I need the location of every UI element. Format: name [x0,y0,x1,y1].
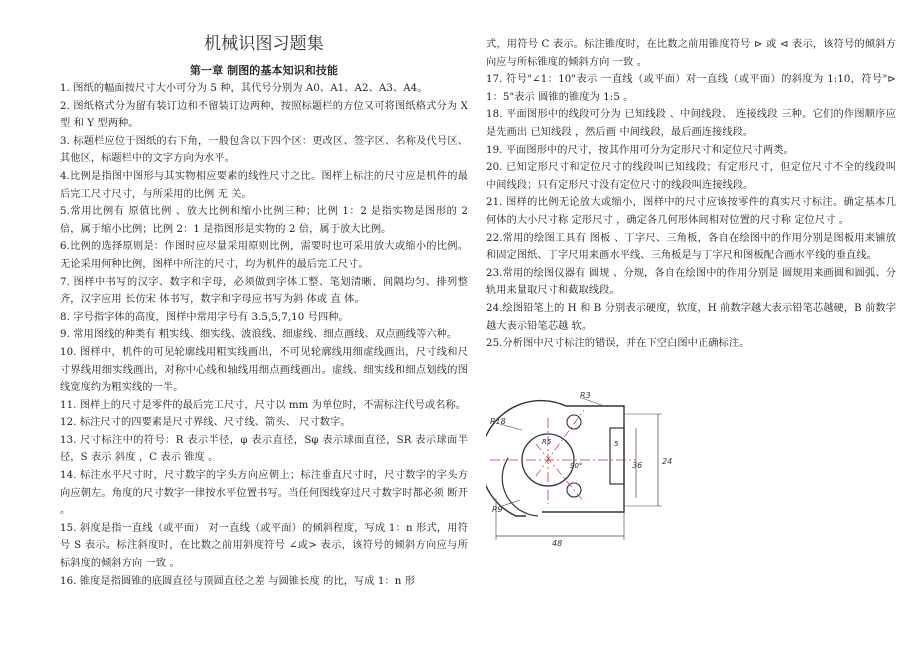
chapter-heading: 第一章 制图的基本知识和技能 [189,64,339,77]
dimension-drawing [486,388,716,548]
label-24: 24 [662,457,673,466]
question-7: 7. 图样中书写的汉字、数字和字母，必须做到字体工整、笔划清晰、间隔均匀、排列整齐，汉字应用 长仿宋 体书写，数字和字母应书写为斜 体或 直 体。 [60,276,468,306]
question-24: 24.绘图铅笔上的 H 和 B 分别表示硬度，软度，H 前数字越大表示铅笔芯越硬，B 前数字越大表示铅笔芯越 软。 [486,302,896,332]
right-question-list [486,36,896,353]
left-question-list [60,80,468,590]
question-12: 12. 标注尺寸的四要素是尺寸界线、尺寸线、箭头、 尺寸数字。 [60,417,351,429]
question-8: 8. 字号指字体的高度，图样中常用字号有 3.5,5,7,10 号四种。 [60,311,349,323]
label-90-degrees: 90° [570,462,583,470]
question-11: 11. 图样上的尺寸是零件的最后完工尺寸，尺寸以 mm 为单位时，不需标注代号或名称。 [60,399,467,411]
question-16-continued: 式，用符号 C 表示。标注锥度时，在比数之前用锥度符号 ⊳ 或 ⊲ 表示，该符号的倾斜方向应与所标锥度的倾斜方向 一致 。 [486,39,896,68]
r9-leader [502,500,520,506]
question-17: 17. 符号"∠1：10"表示 一直线（或平面）对一直线（或平面）的斜度为 1:10，符号"⊳ 1：5"表示 圆锥的锥度为 1:5 。 [486,74,896,103]
left-arc [502,458,538,516]
label-36: 36 [632,461,643,470]
question-15: 15. 斜度是指一直线（或平面） 对一直线（或平面）的倾斜程度，写成 1：n 形式，用符号 S 表示。标注斜度时，在比数之前用斜度符号 ∠或> 表示，该符号的倾斜方向应与所标斜度的倾斜方向 一致 。 [60,522,468,570]
label-r3: R3 [580,391,591,400]
question-14: 14. 标注水平尺寸时，尺寸数字的字头方向应朝上；标注垂直尺寸时，尺寸数字的字头方向应朝左。角度的尺寸数字一律按水平位置书写。当任何图线穿过尺寸数字时都必须 断开 。 [60,470,468,517]
question-13: 13. 尺寸标注中的符号：R 表示半径，φ 表示直径，Sφ 表示球面直径，SR 表示球面半径，S 表示 斜度 ，C 表示 锥度 。 [60,434,468,464]
label-5: 5 [614,440,619,448]
question-6: 6.比例的选择原则是：作图时应尽量采用原则比例，需要时也可采用放大或缩小的比例。无论采用何种比例，图样中所注的尺寸，均为机件的最后完工尺寸。 [60,241,468,270]
slot-rect [610,428,624,484]
question-21: 21. 图样的比例无论放大或缩小，图样中的尺寸应该按零件的真实尺寸标注。确定基本几何体的大小尺寸称 定形尺寸 ，确定各几何形体间相对位置的尺寸称 定位尺寸 。 [486,197,896,226]
question-16: 16. 锥度是指圆锥的底圆直径与顶圆直径之差 与圆锥长度 的比，写成 1：n 形 [60,575,416,587]
question-3: 3. 标题栏应位于图纸的右下角，一般包含以下四个区：更改区、签字区、名称及代号区、其他区，标题栏中的文字方向为水平。 [60,135,468,165]
question-5: 5.常用比例有 原值比例 、放大比例和缩小比例三种；比例 1：2 是指实物是图形的 2 倍，属于缩小比例；比例 2：1 是指图形是实物的 2 倍，属于放大比例。 [60,206,468,235]
top-small-hole [567,415,581,429]
question-1: 1. 图纸的幅面按尺寸大小可分为 5 种，其代号分别为 A0、A1、A2、A3、A4。 [60,83,428,94]
diagonal-centerline-b [536,444,584,502]
question-19: 19. 平面图形中的尺寸，按其作用可分为定形尺寸和定位尺寸两类。 [486,144,794,156]
label-r5: R5 [542,438,552,446]
question-4: 4.比例是指图中图形与其实物相应要素的线性尺寸之比。图样上标注的尺寸应是机件的最后完工尺寸尺寸，与所采用的比例 无 关。 [60,170,468,200]
label-r9: R9 [492,505,503,514]
label-r18: R18 [490,417,506,426]
question-23: 23.常用的绘图仪器有 圆规 、分规，各自在绘图中的作用分别是 圆规用来画圆和圆弧、分轨用来量取尺寸和截取线段。 [486,267,896,297]
question-18: 18. 平面图形中的线段可分为 已知线段 、中间线段、 连接线段 三种。它们的作图顺序应是先画出 已知线段 ，然后画 中间线段，最后画连接线段。 [486,109,896,138]
part-outline [486,401,624,516]
question-2: 2. 图纸格式分为留有装订边和不留装订边两种，按照标题栏的方位又可将图纸格式分为 X 型 和 Y 型两种。 [60,100,468,130]
label-48: 48 [552,539,563,548]
question-10: 10. 图样中，机件的可见轮廓线用粗实线画出，不可见轮廓线用细虚线画出，尺寸线和尺寸界线用细实线画出，对称中心线和轴线用细点画线画出。虚线、细实线和细点划线的图线宽度约为粗实线的一半。 [60,346,468,394]
question-22: 22.常用的绘图工具有 图板 、丁字尺、三角板，各自在绘图中的作用分别是图板用来铺放和固定图纸、丁字尺用来画水平线、三角板是与丁字尺和图板配合画水平线的垂直线。 [486,232,896,262]
question-20: 20. 已知定形尺寸和定位尺寸的线段叫已知线段；有定形尺寸，但定位尺寸不全的线段叫中间线段；只有定形尺寸没有定位尺寸的线段叫连接线段。 [486,162,896,191]
document-title: 机械识图习题集 [204,34,324,54]
question-9: 9. 常用图线的种类有 粗实线、细实线、波浪线、细虚线、细点画线、双点画线等六种。 [60,329,458,341]
question-25: 25.分析图中尺寸标注的错误，并在下空白图中正确标注。 [486,338,750,350]
